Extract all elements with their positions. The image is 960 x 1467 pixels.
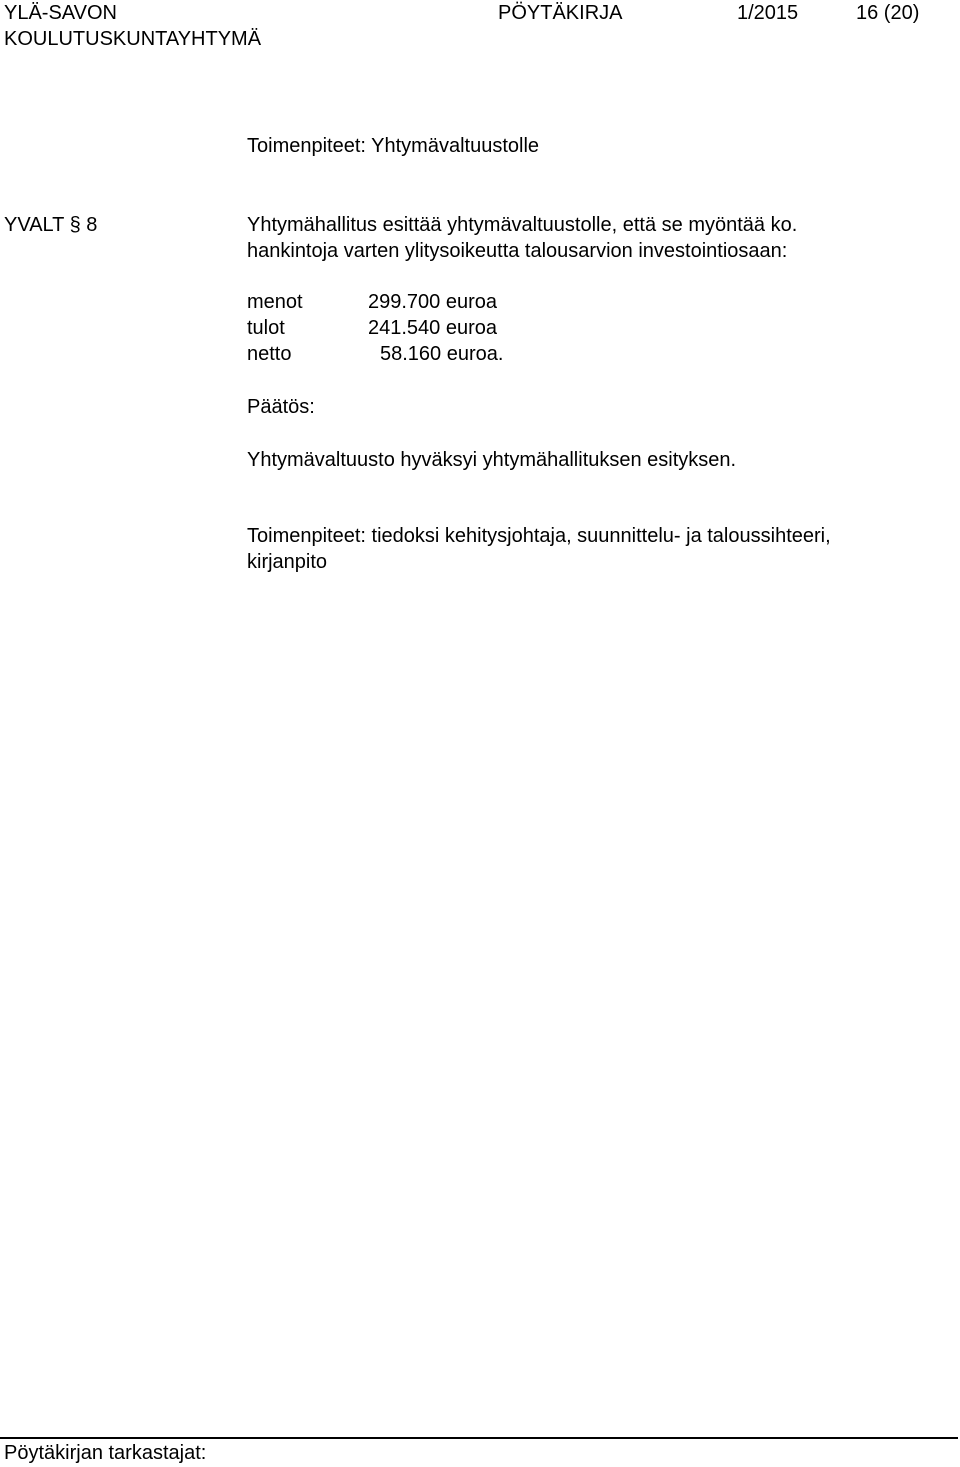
organization-name-line2: KOULUTUSKUNTAYHTYMÄ <box>4 28 262 50</box>
amount-value: 299.700 euroa <box>368 291 498 313</box>
decision-label: Päätös: <box>247 396 315 418</box>
proposal-text <box>247 212 797 264</box>
amount-value: 58.160 euroa. <box>380 343 504 365</box>
document-number: 1/2015 <box>737 2 799 24</box>
decision-text: Yhtymävaltuusto hyväksyi yhtymähallituksen esityksen. <box>247 449 737 471</box>
amount-value: 241.540 euroa <box>368 317 498 339</box>
amount-row-netto <box>247 341 528 367</box>
amount-label: menot <box>247 291 303 313</box>
section-id: YVALT § 8 <box>4 214 98 236</box>
page-indicator: 16 (20) <box>856 2 920 24</box>
proposal-line-1: Yhtymähallitus esittää yhtymävaltuustolle, että se myöntää ko. <box>247 214 798 236</box>
document-type: PÖYTÄKIRJA <box>498 2 623 24</box>
footer-divider <box>0 1437 958 1439</box>
footer-label: Pöytäkirjan tarkastajat: <box>4 1442 207 1464</box>
measures-bottom-line-1: Toimenpiteet: tiedoksi kehitysjohtaja, suunnittelu- ja taloussihteeri, <box>247 525 831 547</box>
measures-bottom-line-2: kirjanpito <box>247 551 328 573</box>
measures-bottom <box>247 523 831 575</box>
proposal-line-2: hankintoja varten ylitysoikeutta talousarvion investointiosaan: <box>247 240 788 262</box>
amount-label: netto <box>247 343 292 365</box>
amount-row-tulot <box>247 315 528 341</box>
amount-label: tulot <box>247 317 285 339</box>
amounts-table <box>247 289 528 367</box>
amount-row-menot <box>247 289 528 315</box>
measures-top: Toimenpiteet: Yhtymävaltuustolle <box>247 135 540 157</box>
organization-name-line1: YLÄ-SAVON <box>4 2 117 24</box>
